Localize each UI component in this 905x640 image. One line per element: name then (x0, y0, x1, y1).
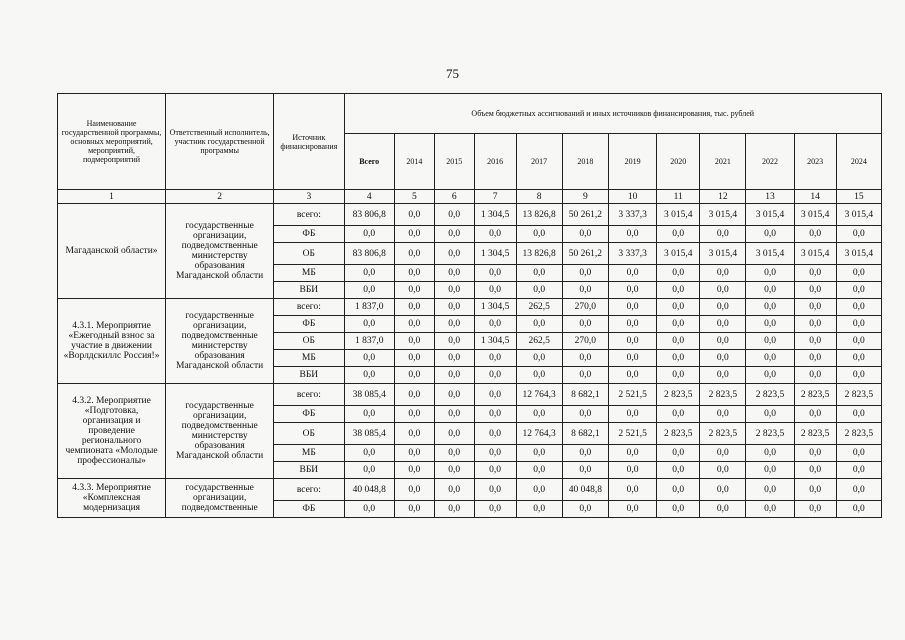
year-value: 2 823,5 (700, 423, 746, 445)
header-source: Источник финансирования (274, 94, 344, 190)
year-value: 0,0 (657, 316, 700, 333)
year-value: 0,0 (836, 333, 881, 350)
year-value: 0,0 (516, 501, 562, 518)
year-value: 0,0 (434, 462, 474, 479)
total-value: 38 085,4 (344, 384, 394, 406)
year-value: 0,0 (700, 282, 746, 299)
column-number: 15 (836, 190, 881, 204)
year-value: 270,0 (562, 299, 608, 316)
header-year: 2024 (836, 134, 881, 190)
year-value: 262,5 (516, 333, 562, 350)
year-value: 0,0 (746, 333, 794, 350)
table-row (58, 479, 882, 501)
year-value: 0,0 (562, 265, 608, 282)
year-value: 0,0 (794, 501, 836, 518)
year-value: 0,0 (794, 367, 836, 384)
header-year: 2018 (562, 134, 608, 190)
year-value: 270,0 (562, 333, 608, 350)
year-value: 0,0 (657, 299, 700, 316)
funding-source: ВБИ (274, 282, 344, 299)
year-value: 0,0 (516, 226, 562, 243)
header-year: 2016 (474, 134, 516, 190)
year-value: 0,0 (700, 350, 746, 367)
year-value: 1 304,5 (474, 243, 516, 265)
year-value: 3 015,4 (836, 204, 881, 226)
year-value: 0,0 (608, 367, 656, 384)
year-value: 0,0 (657, 265, 700, 282)
year-value: 0,0 (657, 501, 700, 518)
year-value: 0,0 (394, 204, 434, 226)
year-value: 2 823,5 (794, 384, 836, 406)
year-value: 0,0 (516, 406, 562, 423)
year-value: 0,0 (434, 265, 474, 282)
year-value: 2 823,5 (746, 384, 794, 406)
header-name: Наименование государственной программы, основных мероприятий, мероприятий, подмероприятий (58, 94, 166, 190)
funding-source: всего: (274, 384, 344, 406)
funding-source: всего: (274, 479, 344, 501)
year-value: 2 823,5 (794, 423, 836, 445)
column-number: 1 (58, 190, 166, 204)
year-value: 0,0 (394, 384, 434, 406)
column-number: 4 (344, 190, 394, 204)
year-value: 0,0 (562, 462, 608, 479)
year-value: 0,0 (394, 282, 434, 299)
column-number: 3 (274, 190, 344, 204)
year-value: 0,0 (746, 406, 794, 423)
year-value: 0,0 (394, 479, 434, 501)
total-value: 0,0 (344, 265, 394, 282)
year-value: 0,0 (394, 243, 434, 265)
header-year: 2019 (608, 134, 656, 190)
year-value: 13 826,8 (516, 204, 562, 226)
year-value: 3 015,4 (700, 204, 746, 226)
year-value: 2 521,5 (608, 423, 656, 445)
column-number: 7 (474, 190, 516, 204)
year-value: 0,0 (474, 316, 516, 333)
year-value: 0,0 (474, 501, 516, 518)
responsible-executor: государственные организации, подведомственные министерству образования Магаданской области (166, 299, 274, 384)
year-value: 2 521,5 (608, 384, 656, 406)
year-value: 0,0 (700, 265, 746, 282)
year-value: 8 682,1 (562, 384, 608, 406)
year-value: 0,0 (394, 333, 434, 350)
year-value: 0,0 (746, 226, 794, 243)
year-value: 0,0 (746, 479, 794, 501)
year-value: 0,0 (657, 479, 700, 501)
total-value: 0,0 (344, 350, 394, 367)
year-value: 0,0 (657, 406, 700, 423)
year-value: 2 823,5 (657, 384, 700, 406)
year-value: 0,0 (394, 350, 434, 367)
year-value: 0,0 (394, 423, 434, 445)
year-value: 0,0 (836, 299, 881, 316)
page-number: 75 (446, 66, 459, 81)
year-value: 0,0 (746, 445, 794, 462)
year-value: 0,0 (746, 299, 794, 316)
column-number: 14 (794, 190, 836, 204)
year-value: 0,0 (434, 406, 474, 423)
column-number: 9 (562, 190, 608, 204)
year-value: 0,0 (836, 265, 881, 282)
year-value: 0,0 (516, 350, 562, 367)
funding-source: МБ (274, 445, 344, 462)
year-value: 3 337,3 (608, 204, 656, 226)
year-value: 0,0 (474, 350, 516, 367)
year-value: 0,0 (836, 316, 881, 333)
responsible-executor: государственные организации, подведомственные министерству образования Магаданской области (166, 204, 274, 299)
column-number: 5 (394, 190, 434, 204)
year-value: 0,0 (562, 226, 608, 243)
year-value: 0,0 (516, 316, 562, 333)
year-value: 0,0 (434, 243, 474, 265)
funding-source: ФБ (274, 226, 344, 243)
funding-source: ВБИ (274, 367, 344, 384)
year-value: 3 015,4 (746, 204, 794, 226)
year-value: 0,0 (836, 445, 881, 462)
year-value: 3 015,4 (700, 243, 746, 265)
year-value: 0,0 (608, 350, 656, 367)
year-value: 0,0 (746, 501, 794, 518)
header-year: 2021 (700, 134, 746, 190)
total-value: 0,0 (344, 282, 394, 299)
program-name: 4.3.3. Мероприятие «Комплексная модернизация (58, 479, 166, 518)
year-value: 0,0 (562, 445, 608, 462)
funding-source: ФБ (274, 406, 344, 423)
year-value: 0,0 (434, 350, 474, 367)
year-value: 2 823,5 (836, 423, 881, 445)
year-value: 0,0 (836, 367, 881, 384)
year-value: 0,0 (516, 265, 562, 282)
year-value: 0,0 (746, 462, 794, 479)
column-number: 11 (657, 190, 700, 204)
year-value: 0,0 (794, 265, 836, 282)
header-responsible: Ответственный исполнитель, участник государственной программы (166, 94, 274, 190)
year-value: 0,0 (562, 282, 608, 299)
year-value: 0,0 (794, 462, 836, 479)
year-value: 0,0 (474, 479, 516, 501)
year-value: 0,0 (562, 367, 608, 384)
year-value: 0,0 (657, 333, 700, 350)
year-value: 0,0 (434, 367, 474, 384)
table-row (58, 384, 882, 406)
column-number: 2 (166, 190, 274, 204)
year-value: 0,0 (746, 367, 794, 384)
responsible-executor: государственные организации, подведомственные (166, 479, 274, 518)
year-value: 8 682,1 (562, 423, 608, 445)
total-value: 1 837,0 (344, 299, 394, 316)
year-value: 0,0 (836, 479, 881, 501)
header-year: 2023 (794, 134, 836, 190)
year-value: 0,0 (394, 462, 434, 479)
header-year: 2022 (746, 134, 794, 190)
year-value: 0,0 (516, 462, 562, 479)
year-value: 50 261,2 (562, 243, 608, 265)
column-number-row (58, 190, 882, 204)
year-value: 0,0 (474, 367, 516, 384)
year-value: 0,0 (794, 299, 836, 316)
column-number: 13 (746, 190, 794, 204)
funding-source: ОБ (274, 333, 344, 350)
year-value: 0,0 (700, 406, 746, 423)
year-value: 0,0 (608, 501, 656, 518)
year-value: 0,0 (746, 316, 794, 333)
column-number: 12 (700, 190, 746, 204)
year-value: 0,0 (836, 406, 881, 423)
responsible-executor: государственные организации, подведомственные министерству образования Магаданской области (166, 384, 274, 479)
total-value: 38 085,4 (344, 423, 394, 445)
year-value: 0,0 (474, 406, 516, 423)
year-value: 0,0 (608, 226, 656, 243)
year-value: 3 015,4 (746, 243, 794, 265)
header-year: 2020 (657, 134, 700, 190)
year-value: 0,0 (434, 479, 474, 501)
funding-source: ФБ (274, 316, 344, 333)
total-value: 83 806,8 (344, 204, 394, 226)
year-value: 0,0 (434, 445, 474, 462)
year-value: 0,0 (434, 501, 474, 518)
year-value: 3 337,3 (608, 243, 656, 265)
year-value: 1 304,5 (474, 333, 516, 350)
year-value: 1 304,5 (474, 299, 516, 316)
column-number: 8 (516, 190, 562, 204)
total-value: 0,0 (344, 445, 394, 462)
column-number: 10 (608, 190, 656, 204)
year-value: 0,0 (608, 265, 656, 282)
year-value: 0,0 (608, 479, 656, 501)
header-year: 2015 (434, 134, 474, 190)
year-value: 2 823,5 (700, 384, 746, 406)
year-value: 0,0 (794, 479, 836, 501)
total-value: 1 837,0 (344, 333, 394, 350)
year-value: 0,0 (657, 445, 700, 462)
year-value: 0,0 (746, 265, 794, 282)
year-value: 0,0 (794, 333, 836, 350)
year-value: 0,0 (516, 282, 562, 299)
year-value: 0,0 (394, 226, 434, 243)
program-name: 4.3.2. Мероприятие «Подготовка, организация и проведение регионального чемпионата «Молодые профессионалы» (58, 384, 166, 479)
header-volume: Объем бюджетных ассигнований и иных источников финансирования, тыс. рублей (344, 94, 882, 134)
year-value: 0,0 (474, 282, 516, 299)
total-value: 0,0 (344, 226, 394, 243)
year-value: 2 823,5 (746, 423, 794, 445)
year-value: 0,0 (794, 445, 836, 462)
year-value: 0,0 (394, 367, 434, 384)
year-value: 0,0 (474, 384, 516, 406)
year-value: 0,0 (700, 367, 746, 384)
year-value: 0,0 (394, 316, 434, 333)
year-value: 0,0 (474, 226, 516, 243)
year-value: 40 048,8 (562, 479, 608, 501)
year-value: 0,0 (794, 316, 836, 333)
year-value: 0,0 (836, 350, 881, 367)
year-value: 12 764,3 (516, 423, 562, 445)
total-value: 83 806,8 (344, 243, 394, 265)
year-value: 2 823,5 (657, 423, 700, 445)
year-value: 0,0 (434, 299, 474, 316)
year-value: 0,0 (562, 316, 608, 333)
table-body (58, 204, 882, 518)
year-value: 0,0 (794, 226, 836, 243)
budget-table (57, 93, 882, 518)
year-value: 0,0 (434, 204, 474, 226)
column-number: 6 (434, 190, 474, 204)
year-value: 0,0 (657, 226, 700, 243)
year-value: 0,0 (608, 333, 656, 350)
funding-source: ОБ (274, 423, 344, 445)
year-value: 0,0 (836, 462, 881, 479)
funding-source: ОБ (274, 243, 344, 265)
year-value: 0,0 (516, 445, 562, 462)
year-value: 0,0 (474, 462, 516, 479)
header-year: 2017 (516, 134, 562, 190)
year-value: 0,0 (657, 282, 700, 299)
year-value: 0,0 (474, 423, 516, 445)
year-value: 0,0 (700, 333, 746, 350)
year-value: 0,0 (608, 406, 656, 423)
year-value: 0,0 (657, 350, 700, 367)
funding-source: ВБИ (274, 462, 344, 479)
year-value: 0,0 (700, 299, 746, 316)
funding-source: всего: (274, 299, 344, 316)
year-value: 0,0 (474, 445, 516, 462)
funding-source: ФБ (274, 501, 344, 518)
year-value: 0,0 (746, 350, 794, 367)
year-value: 0,0 (836, 226, 881, 243)
year-value: 3 015,4 (657, 243, 700, 265)
table-row (58, 299, 882, 316)
year-value: 0,0 (394, 299, 434, 316)
year-value: 262,5 (516, 299, 562, 316)
total-value: 0,0 (344, 501, 394, 518)
year-value: 0,0 (700, 462, 746, 479)
funding-source: МБ (274, 350, 344, 367)
year-value: 0,0 (700, 501, 746, 518)
program-name: Магаданской области» (58, 204, 166, 299)
year-value: 3 015,4 (657, 204, 700, 226)
total-value: 0,0 (344, 462, 394, 479)
year-value: 0,0 (516, 479, 562, 501)
year-value: 0,0 (562, 501, 608, 518)
year-value: 0,0 (836, 282, 881, 299)
year-value: 0,0 (434, 384, 474, 406)
year-value: 0,0 (700, 445, 746, 462)
table-row (58, 204, 882, 226)
total-value: 0,0 (344, 406, 394, 423)
year-value: 0,0 (434, 423, 474, 445)
program-name: 4.3.1. Мероприятие «Ежегодный взнос за участие в движении «Ворлдскиллс Россия!» (58, 299, 166, 384)
year-value: 0,0 (794, 282, 836, 299)
total-value: 0,0 (344, 367, 394, 384)
year-value: 0,0 (562, 350, 608, 367)
year-value: 0,0 (700, 316, 746, 333)
year-value: 0,0 (836, 501, 881, 518)
header-year: 2014 (394, 134, 434, 190)
year-value: 0,0 (657, 462, 700, 479)
year-value: 1 304,5 (474, 204, 516, 226)
year-value: 0,0 (746, 282, 794, 299)
year-value: 0,0 (434, 226, 474, 243)
year-value: 0,0 (434, 316, 474, 333)
year-value: 13 826,8 (516, 243, 562, 265)
year-value: 2 823,5 (836, 384, 881, 406)
year-value: 0,0 (608, 462, 656, 479)
funding-source: всего: (274, 204, 344, 226)
year-value: 0,0 (394, 406, 434, 423)
year-value: 50 261,2 (562, 204, 608, 226)
year-value: 0,0 (434, 333, 474, 350)
year-value: 3 015,4 (794, 204, 836, 226)
year-value: 0,0 (608, 316, 656, 333)
year-value: 0,0 (794, 406, 836, 423)
year-value: 0,0 (700, 479, 746, 501)
year-value: 0,0 (608, 445, 656, 462)
header-total: Всего (344, 134, 394, 190)
year-value: 0,0 (434, 282, 474, 299)
year-value: 0,0 (474, 265, 516, 282)
year-value: 0,0 (394, 445, 434, 462)
year-value: 3 015,4 (836, 243, 881, 265)
year-value: 0,0 (394, 265, 434, 282)
year-value: 0,0 (794, 350, 836, 367)
year-value: 0,0 (608, 282, 656, 299)
year-value: 0,0 (394, 501, 434, 518)
total-value: 0,0 (344, 316, 394, 333)
year-value: 0,0 (700, 226, 746, 243)
year-value: 0,0 (516, 367, 562, 384)
year-value: 0,0 (562, 406, 608, 423)
year-value: 3 015,4 (794, 243, 836, 265)
year-value: 0,0 (657, 367, 700, 384)
year-value: 12 764,3 (516, 384, 562, 406)
funding-source: МБ (274, 265, 344, 282)
total-value: 40 048,8 (344, 479, 394, 501)
year-value: 0,0 (608, 299, 656, 316)
